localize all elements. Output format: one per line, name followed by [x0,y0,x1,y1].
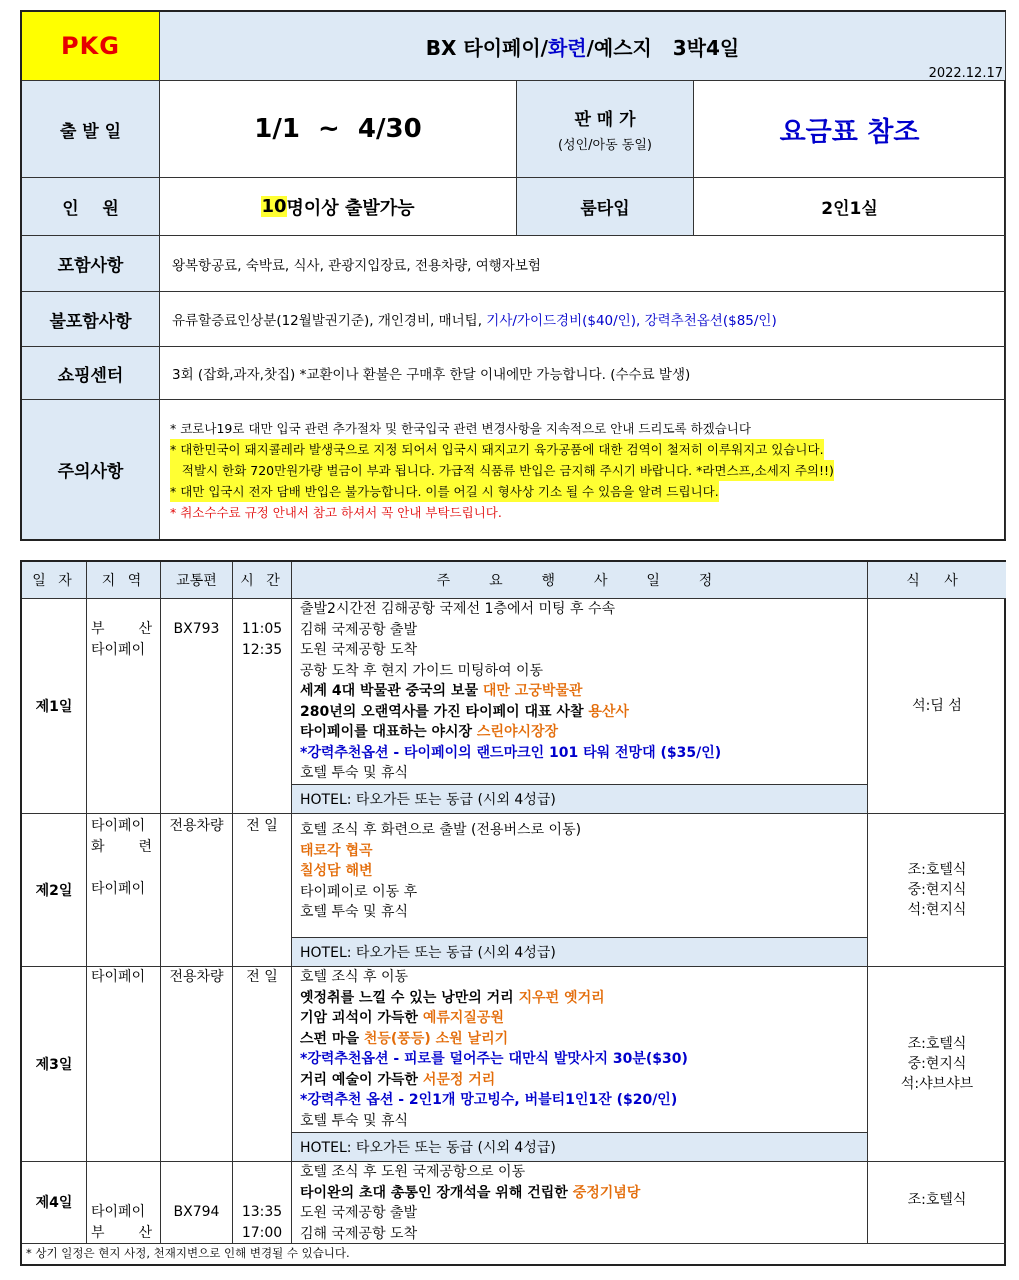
region-text: 화 [91,839,105,855]
day-times [233,967,292,1162]
depart-label-text: 출 발 일 [59,121,122,142]
activity-line [300,1224,417,1245]
note-line: * 대만 입국시 전자 담배 반입은 불가능합니다. 이를 어길 시 형사상 기소 될 수 있음을 알려 드립니다. [170,481,719,502]
title-highlight: 화련 [547,35,587,60]
activity-text: 김해 국제공항 출발 [300,621,418,638]
activity-text: *강력추천옵션 - 타이페이의 랜드마크인 101 타워 전망대 ($35/인) [300,744,722,761]
hotel-row [292,937,868,967]
day-label [22,967,87,1162]
activity-text: *강력추천옵션 - 피로를 덜어주는 대만식 발맛사지 30분($30) [300,1051,688,1067]
activity-line [300,820,581,841]
transport-text: 전용차량 [169,969,224,985]
time-text: 13:35 [241,1204,283,1220]
activity-text: 스펀 마을 [300,1030,364,1047]
activity-line [300,722,558,743]
meal-text: 조:호텔식 [907,1192,967,1208]
people-label-text: 인 원 [62,199,119,219]
activity-line [300,743,721,764]
activity-line [300,882,417,903]
hotel-text: HOTEL: 타오가든 또는 동급 (시외 4성급) [300,1140,556,1156]
schedule-table [20,560,1006,1266]
day-label [22,1162,87,1244]
activity-text: 타이페이를 대표하는 야시장 [300,724,477,740]
region-text: 부 [91,621,105,637]
activity-line [300,967,408,988]
notes-label [22,400,160,539]
room-label [517,178,694,236]
price-value-text: 요금표 참조 [779,116,920,148]
day-label [22,599,87,814]
shopping-label [22,347,160,400]
day-activities [292,599,868,784]
activity-line [300,640,417,661]
meal-text: 중:현지식 [907,882,967,898]
day-4-label: 제4일 [35,1195,73,1211]
day-times [233,1162,292,1244]
activity-line [300,1183,640,1204]
region-text: 타이페이 [91,969,146,985]
region-text: 타이페이 [91,642,146,658]
day-region [87,1162,161,1244]
excluded-blue: 기사/가이드경비($40/인), 강력추천옵션($85/인) [486,313,777,329]
activity-line [300,1090,677,1111]
activity-text: 김해 국제공항 도착 [300,1225,418,1242]
header-region [87,562,161,599]
people-label [22,178,160,236]
meal-text: 중:현지식 [907,1056,967,1072]
activity-highlight: 칠성담 해변 [300,863,373,879]
title-prefix: BX 타이페이/ [425,35,548,60]
activity-text: 호텔 투숙 및 휴식 [300,1112,409,1129]
transport-text: BX794 [173,1204,220,1220]
price-label-text: 판 매 가 [574,110,636,130]
hotel-text: HOTEL: 타오가든 또는 동급 (시외 4성급) [300,792,556,808]
activity-highlight: 중정기념당 [572,1184,641,1201]
day-transport [161,1162,233,1244]
meal-text: 조:호텔식 [907,862,967,878]
activity-line [300,1162,525,1183]
note-line: 적발시 한화 720만원가량 벌금이 부과 됩니다. 가급적 식품류 반입은 금지해 주시기 바랍니다. *라면스프,소세지 주의!!) [170,460,834,481]
day-meals [868,599,1006,814]
note-line: * 대한민국이 돼지콜레라 발생국으로 지정 되어서 입국시 돼지고기 육가공품에 대한 검역이 철저히 이루워지고 있습니다. [170,439,824,460]
day-transport [161,814,233,967]
room-label-text: 룸타입 [580,199,630,219]
day-activities [292,1162,868,1244]
activity-text: 280년의 오랜역사를 가진 타이페이 대표 사찰 [300,703,589,720]
day-times [233,814,292,967]
pkg-label: PKG [61,32,120,60]
header-day [22,562,87,599]
time-text: 전 일 [246,818,278,834]
activity-highlight: 용산사 [588,703,629,720]
depart-label [22,81,160,178]
day-times [233,599,292,814]
activity-text: 도원 국제공항 도착 [300,642,418,658]
included-value [160,236,1006,292]
notes-label-text: 주의사항 [57,462,124,482]
day-meals [868,814,1006,967]
included-label-text: 포함사항 [57,256,124,276]
header-meals-text: 식 사 [906,573,968,589]
day-2-label: 제2일 [35,883,73,899]
time-text: 11:05 [241,621,283,637]
activity-line [300,599,615,620]
info-table [20,10,1006,541]
activity-highlight: 천등(풍등) 소원 날리기 [363,1030,509,1047]
header-transport-text: 교통편 [176,573,217,589]
included-label [22,236,160,292]
activity-line [300,1049,688,1070]
transport-text: 전용차량 [169,818,224,834]
header-region-text: 지 역 [101,573,146,589]
region-text: 산 [138,1225,152,1241]
activity-line [300,861,373,882]
day-region [87,967,161,1162]
meal-text: 석:딤 섬 [912,698,962,714]
included-value-text: 왕복항공료, 숙박료, 식사, 관광지입장료, 전용차량, 여행자보험 [172,257,541,274]
region-text: 련 [138,839,152,855]
activity-text: 타이완의 초대 총통인 장개석을 위해 건립한 [300,1184,573,1201]
room-value [694,178,1006,236]
pkg-badge [22,12,160,81]
region-text: 타이페이 [91,881,146,897]
activity-line [300,1070,495,1091]
transport-text: BX793 [173,621,220,637]
activity-highlight: 서문정 거리 [422,1071,496,1088]
meal-text: 석:현지식 [907,902,967,918]
day-activities [292,814,868,937]
people-value-text: 명이상 출발가능 [286,197,415,219]
room-value-text: 2인1실 [821,199,878,219]
excluded-value [160,292,1006,347]
hotel-row [292,784,868,814]
activity-line [300,988,605,1009]
activity-highlight: 스린야시장장 [476,724,559,740]
activity-line [300,681,582,702]
hotel-text: HOTEL: 타오가든 또는 동급 (시외 4성급) [300,945,556,961]
activity-text: 타이페이로 이동 후 [300,883,418,900]
note-line: * 코로나19로 대만 입국 관련 추가절차 및 한국입국 관련 변경사항을 지속적으로 안내 드리도록 하겠습니다 [170,421,751,436]
activity-highlight: 태로각 협곡 [300,842,373,859]
excluded-plain: 유류할증료인상분(12월발권기준), 개인경비, 매너팁, [172,313,487,329]
day-transport [161,967,233,1162]
activity-highlight: 예류지질공원 [422,1010,504,1026]
day-region [87,814,161,967]
region-text: 산 [138,621,152,637]
people-num: 10 [261,196,287,217]
region-text: 부 [91,1225,105,1241]
day-activities [292,967,868,1132]
activity-line [300,1111,408,1132]
header-schedule [292,562,868,599]
activity-line [300,661,543,682]
time-text: 12:35 [241,642,283,658]
price-value [694,81,1006,178]
activity-text: 호텔 투숙 및 휴식 [300,904,409,920]
hotel-row [292,1132,868,1162]
header-transport [161,562,233,599]
activity-line [300,702,629,723]
region-text: 타이페이 [91,1204,146,1220]
activity-text: 공항 도착 후 현지 가이드 미팅하여 이동 [300,662,544,679]
time-text: 전 일 [246,969,278,985]
activity-text: 출발2시간전 김해공항 국제선 1층에서 미팅 후 수속 [300,601,615,617]
day-1-label: 제1일 [35,699,73,715]
activity-highlight: 대만 고궁박물관 [482,683,583,699]
activity-text: 도원 국제공항 출발 [300,1205,418,1221]
day-region [87,599,161,814]
shopping-value [160,347,1006,400]
activity-text: 호텔 조식 후 도원 국제공항으로 이동 [300,1164,526,1180]
depart-value-text: 1/1 ~ 4/30 [254,114,422,144]
activity-text: 호텔 투숙 및 휴식 [300,765,409,781]
activity-text: 호텔 조식 후 이동 [300,969,409,985]
package-title [160,12,1006,81]
activity-text: *강력추천 옵션 - 2인1개 망고빙수, 버블티1인1잔 ($20/인) [300,1092,678,1108]
header-day-text: 일 자 [32,573,76,589]
meal-text: 조:호텔식 [907,1036,967,1052]
activity-line [300,763,408,784]
notes-list [160,400,1006,539]
footnote: * 상기 일정은 현지 사정, 천재지변으로 인해 변경될 수 있습니다. [26,1246,350,1260]
day-label [22,814,87,967]
shopping-value-text: 3회 (잡화,과자,찻집) *교환이나 환불은 구매후 한달 이내에만 가능합니다. (수수료 발생) [172,367,691,383]
activity-text: 세계 4대 박물관 중국의 보물 [300,683,483,699]
header-schedule-text: 주 요 행 사 일 정 [436,573,723,589]
time-text: 17:00 [241,1225,283,1241]
activity-line [300,902,408,923]
price-label [517,81,694,178]
meal-text: 석:샤브샤브 [900,1076,974,1092]
region-text: 타이페이 [91,818,146,834]
depart-value [160,81,517,178]
note-line: * 취소수수료 규정 안내서 참고 하셔서 꼭 안내 부탁드립니다. [170,505,502,520]
header-time-text: 시 간 [240,573,284,589]
people-value [160,178,517,236]
excluded-label [22,292,160,347]
activity-text: 기암 괴석이 가득한 [300,1010,423,1026]
day-meals [868,1162,1006,1244]
activity-line [300,1008,504,1029]
title-suffix: /예스지 3박4일 [586,35,740,60]
header-meals [868,562,1006,599]
header-time [233,562,292,599]
day-meals [868,967,1006,1162]
doc-date: 2022.12.17 [928,66,1003,81]
activity-line [300,841,373,862]
activity-text: 옛정취를 느낄 수 있는 낭만의 거리 [300,989,519,1006]
activity-line [300,620,417,641]
activity-line [300,1029,508,1050]
shopping-label-text: 쇼핑센터 [57,365,124,386]
activity-text: 거리 예술이 가득한 [300,1071,423,1088]
activity-highlight: 지우펀 옛거리 [518,989,605,1006]
activity-line [300,1203,417,1224]
day-3-label: 제3일 [35,1057,73,1073]
activity-text: 호텔 조식 후 화련으로 출발 (전용버스로 이동) [300,822,582,838]
price-sub-text: (성인/아동 동일) [557,138,652,153]
day-transport [161,599,233,814]
excluded-label-text: 불포함사항 [49,311,132,332]
